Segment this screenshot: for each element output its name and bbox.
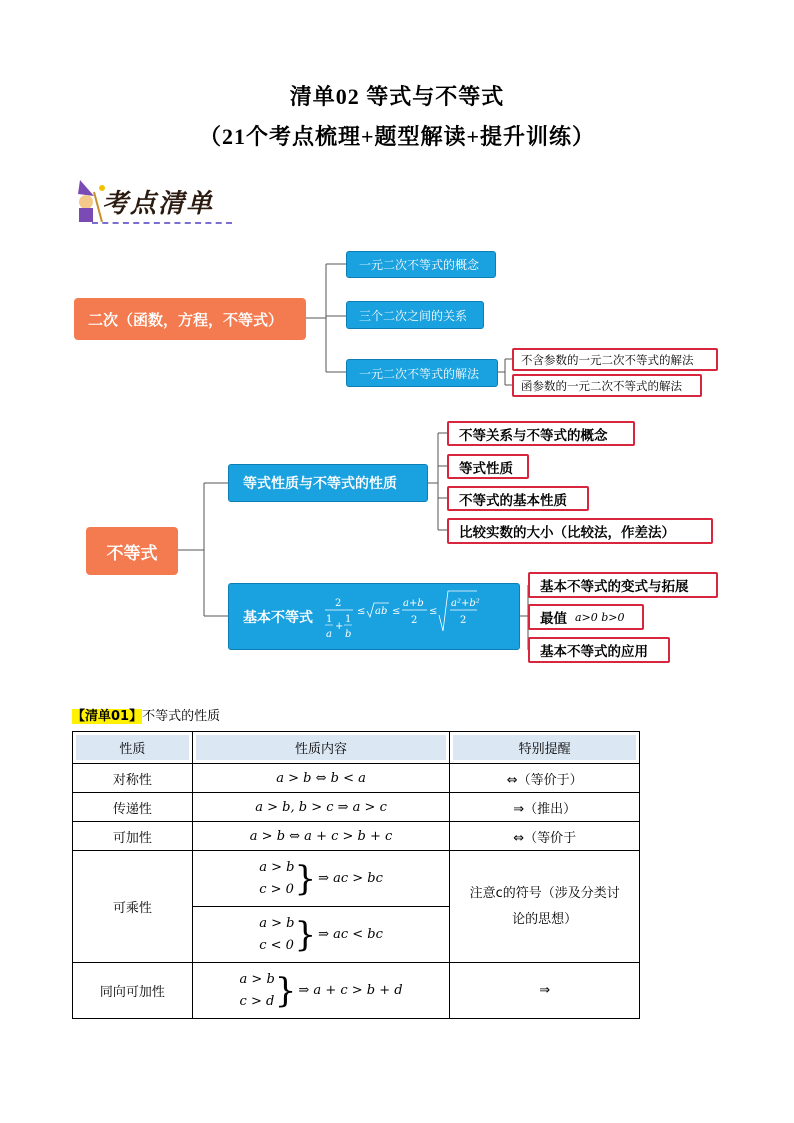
le-2: ≤ (392, 605, 401, 617)
mindmap-branch-properties: 等式性质与不等式的性质 (228, 464, 428, 502)
extremum-condition: a>0 b>0 (575, 610, 625, 624)
table-row (73, 793, 640, 822)
mindmap-node-equality-properties: 等式性质 (447, 454, 529, 479)
basic-inequality-label: 基本不等式 (243, 609, 313, 626)
header-cell (73, 732, 193, 764)
sys-result: ⇒ ac > bc (318, 871, 383, 886)
le-1: ≤ (357, 605, 366, 617)
f1-num: 2 (335, 597, 342, 609)
row-note: ⇒ (450, 963, 640, 1019)
table-row (73, 851, 640, 907)
f1-den-a: 1 (326, 613, 333, 625)
table-row (73, 963, 640, 1019)
row-note: ⇔（等价于 (450, 822, 640, 851)
row-content: a > b, b > c ⇒ a > c (192, 793, 450, 822)
f1-plus: + (335, 620, 344, 632)
mindmap-node-extremum (528, 604, 644, 630)
header-content: 性质内容 (196, 735, 447, 760)
mindmap-node-variants: 基本不等式的变式与拓展 (528, 572, 718, 598)
row-name: 对称性 (73, 764, 193, 793)
sys-line: c > d (239, 993, 275, 1009)
f1-den-b: 1 (345, 613, 352, 625)
table-row (73, 822, 640, 851)
row-name: 传递性 (73, 793, 193, 822)
mindmap-node-inequality-concept: 不等关系与不等式的概念 (447, 421, 635, 446)
mindmap-node-no-param: 不含参数的一元二次不等式的解法 (512, 348, 718, 371)
sys-line: c > 0 (259, 881, 294, 897)
extremum-label: 最值 (540, 611, 567, 627)
row-note (450, 851, 640, 963)
f1-den-a-var: a (326, 628, 332, 640)
row-content: a > b c > 0 } ⇒ ac > bc (192, 851, 450, 907)
mindmap-root-quadratic: 二次（函数，方程，不等式） (74, 298, 306, 340)
mindmap-node-relation: 三个二次之间的关系 (346, 301, 484, 329)
row-note: ⇔（等价于） (450, 764, 640, 793)
row-content: a > b ⇔ a + c > b + c (192, 822, 450, 851)
mindmap-node-compare: 比较实数的大小（比较法，作差法） (447, 518, 713, 544)
page-title: 清单02 等式与不等式 (289, 84, 505, 109)
basic-inequality-formula (325, 587, 495, 647)
sys-result: ⇒ ac < bc (318, 927, 383, 942)
inequality-properties-table (72, 731, 640, 1019)
header-cell (192, 732, 450, 764)
mindmap-node-basic-properties: 不等式的基本性质 (447, 486, 589, 511)
f1-den-b-var: b (345, 628, 352, 640)
sqrt-ab: ab (375, 605, 388, 617)
row-name: 可加性 (73, 822, 193, 851)
f2-num: a+b (403, 597, 424, 609)
row-note: ⇒（推出） (450, 793, 640, 822)
sys-line: a > b (239, 971, 275, 987)
row-name: 同向可加性 (73, 963, 193, 1019)
f2-den: 2 (411, 614, 418, 626)
mindmap-root-inequality: 不等式 (86, 527, 178, 575)
sys-line: a > b (259, 859, 295, 875)
mindmap-node-concept: 一元二次不等式的概念 (346, 251, 496, 278)
note-line: 注意c的符号（涉及分类讨 (469, 885, 620, 901)
section-bracket-label: 【清单01】 (72, 709, 143, 724)
row-content: a > b ⇔ b < a (192, 764, 450, 793)
sys-result: ⇒ a + c > b + d (298, 983, 403, 998)
row-name: 可乘性 (73, 851, 193, 963)
f3-num: a²+b² (451, 597, 480, 609)
header-note: 特别提醒 (453, 735, 636, 760)
f3-den: 2 (460, 614, 467, 626)
section-title: 不等式的性质 (142, 709, 221, 724)
table-row (73, 764, 640, 793)
table-header-row (73, 732, 640, 764)
page-subtitle: （21个考点梳理+题型解读+提升训练） (198, 124, 596, 149)
mindmap-node-solution: 一元二次不等式的解法 (346, 359, 498, 387)
sys-line: c < 0 (259, 937, 294, 953)
sys-line: a > b (259, 915, 295, 931)
le-3: ≤ (429, 605, 438, 617)
mindmap-node-applications: 基本不等式的应用 (528, 637, 670, 663)
header-property: 性质 (76, 735, 189, 760)
row-content: a > b c < 0 } ⇒ ac < bc (192, 907, 450, 963)
header-cell (450, 732, 640, 764)
section-heading (72, 705, 220, 724)
row-content: a > b c > d } ⇒ a + c > b + d (192, 963, 450, 1019)
mindmap-node-with-param: 函参数的一元二次不等式的解法 (512, 374, 702, 397)
badge-text: 考点清单 (102, 189, 215, 219)
mindmap-branch-basic-inequality (228, 583, 520, 650)
note-line: 论的思想） (512, 911, 578, 927)
